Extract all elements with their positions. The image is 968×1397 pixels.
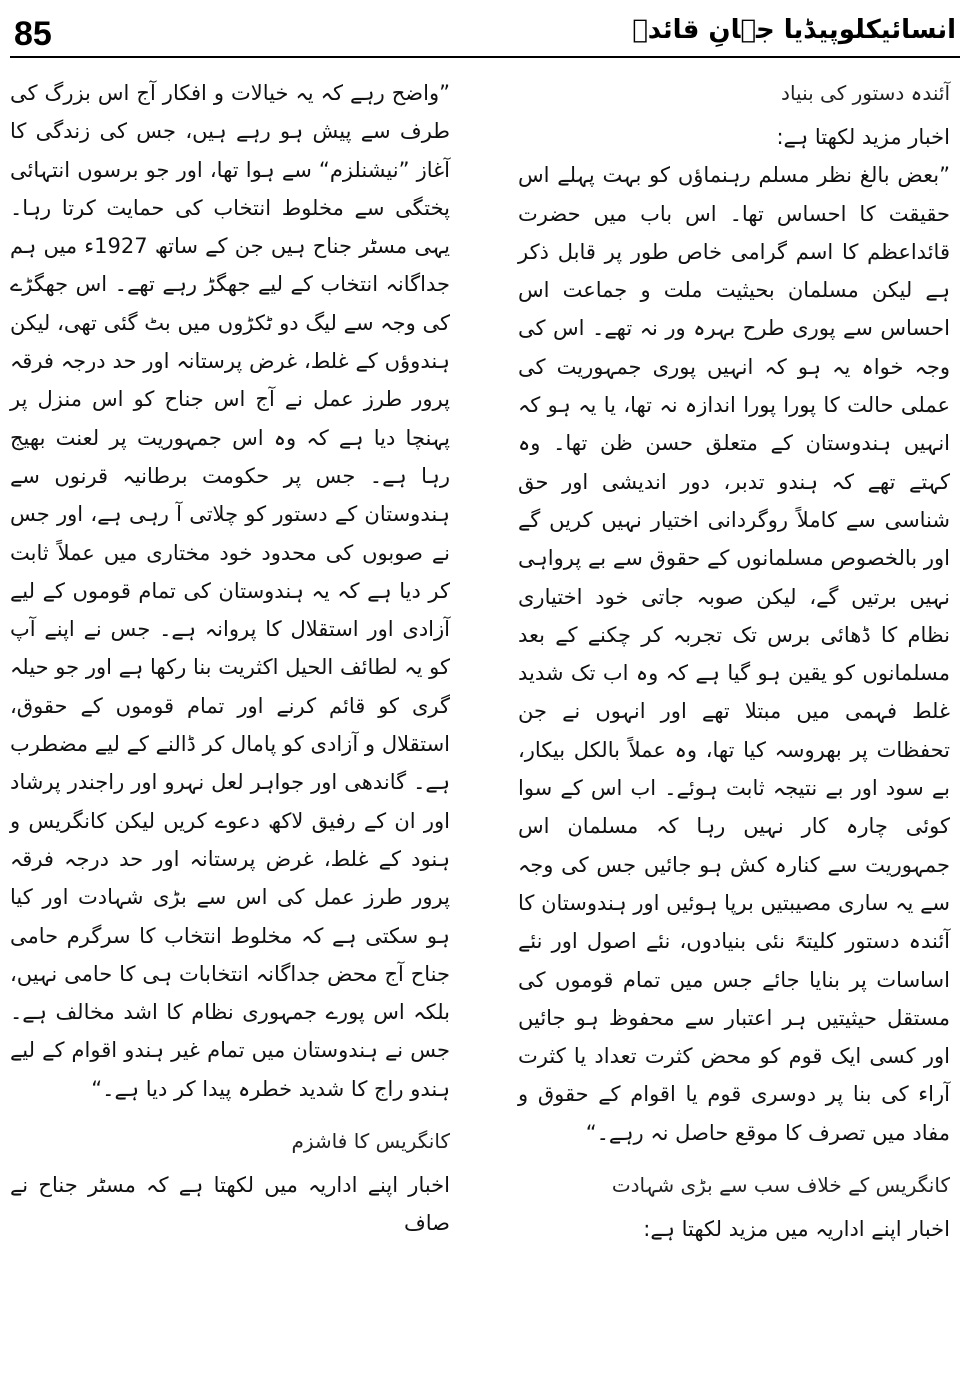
right-column bbox=[518, 74, 950, 1248]
page-header bbox=[0, 0, 968, 60]
spacer bbox=[10, 1108, 450, 1122]
header-rule bbox=[10, 56, 960, 58]
section-heading-future-constitution: آئندہ دستور کی بنیاد bbox=[781, 81, 950, 105]
left-column bbox=[10, 74, 450, 1243]
spacer bbox=[518, 1152, 950, 1166]
page-number: 85 bbox=[14, 15, 52, 53]
intro-line: اخبار مزید لکھتا ہے: bbox=[776, 125, 950, 149]
quote-paragraph: ”واضح رہے کہ یہ خیالات و افکار آج اس بزرگ کی طرف سے پیش ہو رہے ہیں، جس کی زندگی کا آغاز ”نیشنلزم“ سے ہوا تھا، اور جو برسوں انتہائی پختگی سے مخلوط انتخاب کی حمایت کرتا رہا۔ یہی مسٹر جناح ہیں جن کے ساتھ 1927ء میں ہم جداگانہ انتخاب کے لیے جھگڑ رہے تھے۔ اس جھگڑے کی وجہ سے لیگ دو ٹکڑوں میں بٹ گئی تھی، لیکن ہندوؤں کے غلط، غرض پرستانہ اور حد درجہ فرقہ پرور طرز عمل نے آج اس جناح کو اس منزل پر پہنچا دیا ہے کہ وہ اس جمہوریت پر لعنت بھیج رہا ہے۔ جس پر حکومت برطانیہ قرنوں سے ہندوستان کے دستور کو چلاتی آ رہی ہے، اور جس نے صوبوں کی محدود خود مختاری میں عملاً ثابت کر دیا ہے کہ یہ ہندوستان کی تمام قوموں کے لیے آزادی اور استقلال کا پروانہ ہے۔ جس نے اپنے آپ کو یہ لطائف الحیل اکثریت بنا رکھا ہے اور جو حیلہ گری کو قائم کرنے اور تمام قوموں کے حقوق، استقلال و آزادی کو پامال کر ڈالنے کے لیے مضطرب ہے۔ گاندھی اور جواہر لعل نہرو اور راجندر پرشاد اور ان کے رفیق لاکھ دعوے کریں لیکن کانگریس و ہنود کے غلط، غرض پرستانہ اور حد درجہ فرقہ پرور طرز عمل کی اس سے بڑی شہادت اور کیا ہو سکتی ہے کہ مخلوط انتخاب کا سرگرم حامی جناح آج محض جداگانہ انتخابات ہی کا حامی نہیں، بلکہ اس پورے جمہوری نظام کا اشد مخالف ہے۔ جس نے ہندوستان میں تمام غیر ہندو اقوام کے لیے ہندو راج کا شدید خطرہ پیدا کر دیا ہے۔“ bbox=[10, 81, 450, 1101]
running-title: انسائیکلوپیڈیا جہانِ قائدؒ bbox=[632, 15, 956, 45]
section-heading-congress-fascism: کانگریس کا فاشزم bbox=[291, 1129, 450, 1154]
quote-paragraph: ”بعض بالغ نظر مسلم رہنماؤں کو بہت پہلے اس حقیقت کا احساس تھا۔ اس باب میں حضرت قائداعظم کا اسم گرامی خاص طور پر قابل ذکر ہے لیکن مسلمان بحیثیت ملت و جماعت اس احساس سے پوری طرح بہرہ ور نہ تھے۔ اس کی وجہ خواہ یہ ہو کہ انہیں پوری جمہوریت کی عملی حالت کا پورا پورا اندازہ نہ تھا، یا یہ ہو کہ انہیں ہندوستان کے متعلق حسن ظن تھا۔ وہ کہتے تھے کہ ہندو تدبر، دور اندیشی اور حق شناسی سے کاملاً روگردانی اختیار نہیں کریں گے اور بالخصوص مسلمانوں کے حقوق سے بے پرواہی نہیں برتیں گے، لیکن صوبہ جاتی خود اختیاری نظام کا ڈھائی برس تک تجربہ کر چکنے کے بعد مسلمانوں کو یقین ہو گیا ہے کہ وہ اب تک شدید غلط فہمی میں مبتلا تھے اور انہوں نے جن تحفظات پر بھروسہ کیا تھا، وہ عملاً بالکل بیکار، بے سود اور بے نتیجہ ثابت ہوئے۔ اب اس کے سوا کوئی چارہ کار نہیں رہا کہ مسلمان اس جمہوریت سے کنارہ کش ہو جائیں جس کی وجہ سے یہ ساری مصیبتیں برپا ہوئیں اور ہندوستان کا آئندہ دستور کلیتہً نئی بنیادوں، نئے اصول اور نئے اساسات پر بنایا جائے جس میں تمام قوموں کی مستقل حیثیتیں ہر اعتبار سے محفوظ ہو جائیں اور کسی ایک قوم کو محض کثرت تعداد یا کثرت آراء کی بنا پر دوسری قوم یا اقوام کے حقوق و مفاد میں تصرف کا موقع حاصل نہ رہے۔“ bbox=[518, 163, 950, 1145]
intro-line: اخبار اپنے اداریہ میں لکھتا ہے کہ مسٹر جناح نے صاف bbox=[10, 1173, 450, 1236]
intro-line: اخبار اپنے اداریہ میں مزید لکھتا ہے: bbox=[643, 1217, 950, 1242]
section-heading-testimony: کانگریس کے خلاف سب سے بڑی شہادت bbox=[611, 1173, 950, 1198]
